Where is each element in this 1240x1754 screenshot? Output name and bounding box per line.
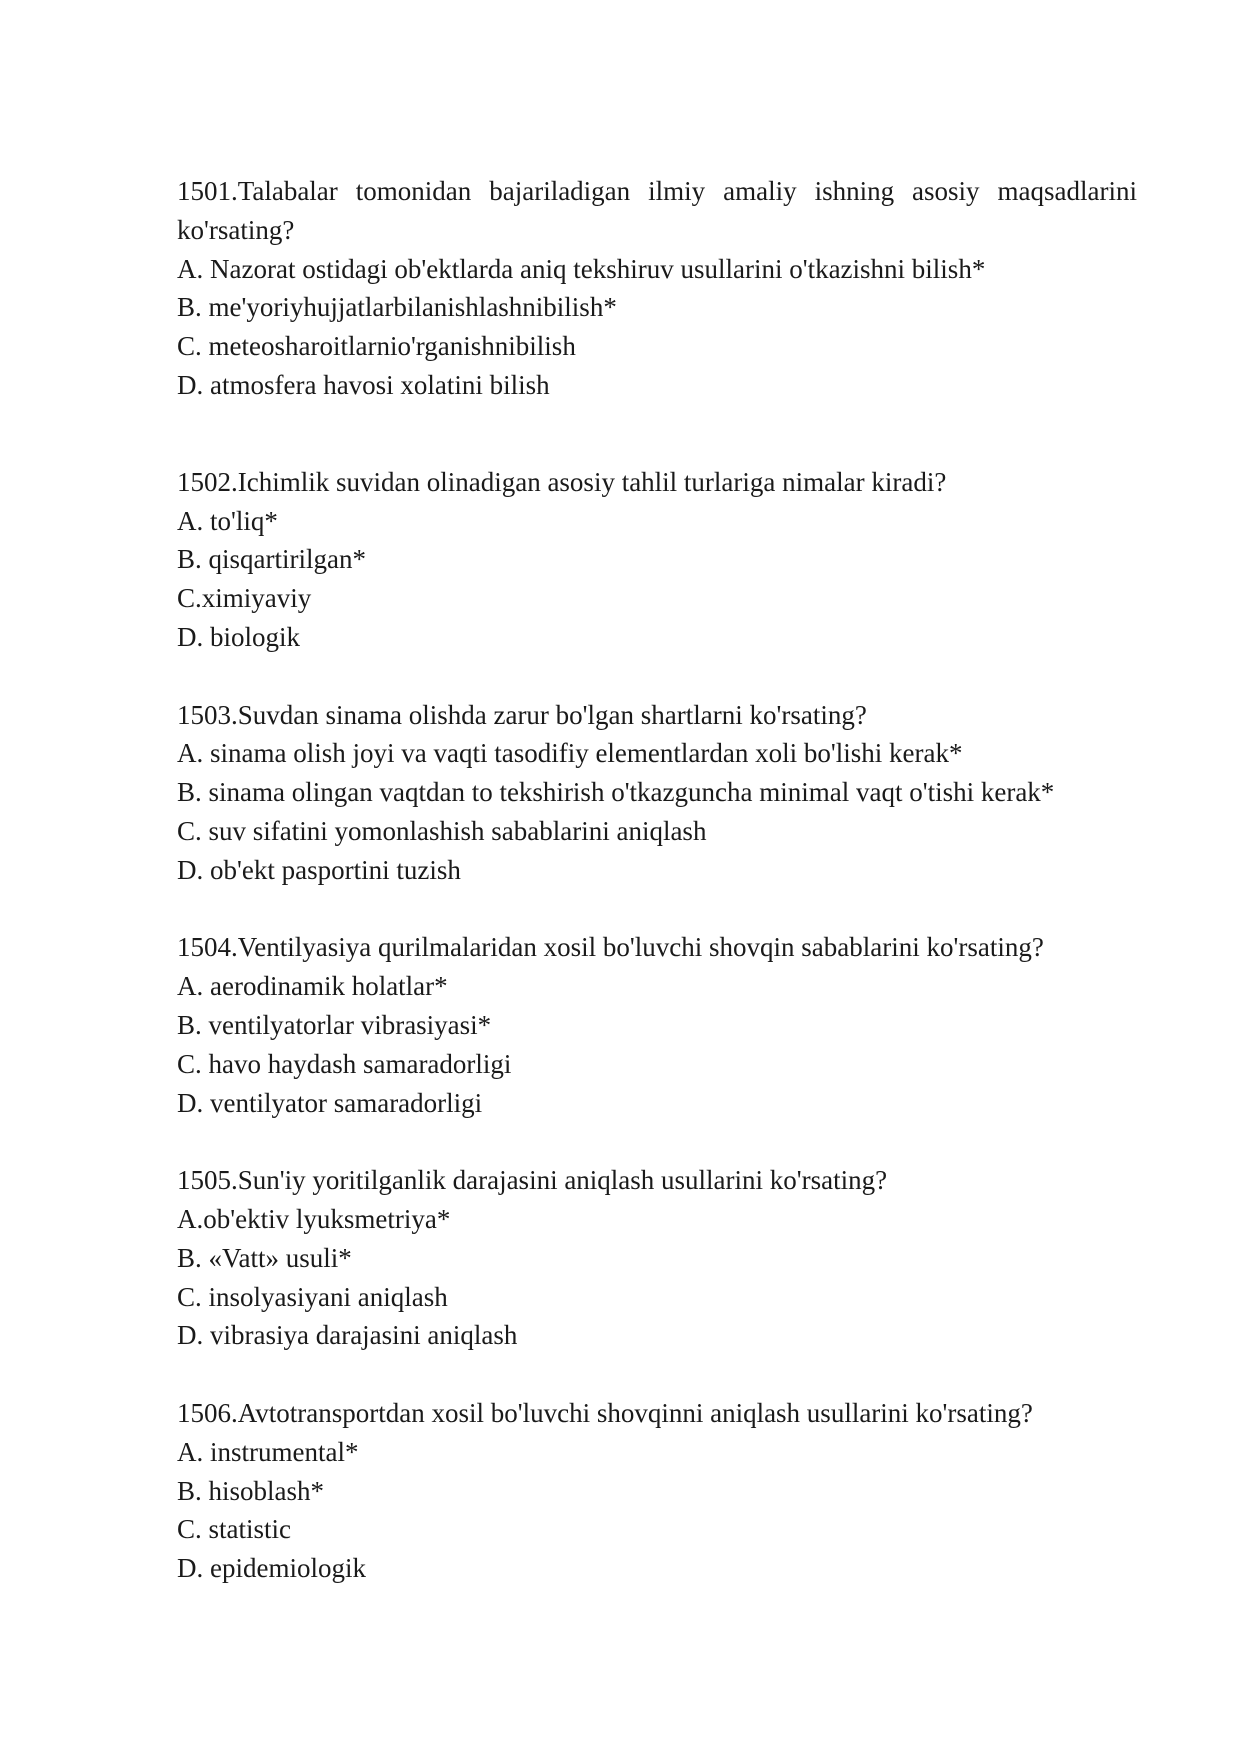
question-list	[177, 172, 1137, 1627]
answer-option-d: D. ventilyator samaradorligi	[177, 1087, 483, 1118]
question-1501	[177, 172, 1137, 405]
answer-option-c: C.ximiyaviy	[177, 583, 312, 614]
answer-option-a: A.ob'ektiv lyuksmetriya*	[177, 1203, 451, 1234]
answer-option-b: B. «Vatt» usuli*	[177, 1242, 352, 1273]
answer-option-b: B. sinama olingan vaqtdan to tekshirish o'tkazguncha minimal vaqt o'tishi kerak*	[177, 777, 1055, 808]
answer-option-b: B. me'yoriyhujjatlarbilanishlashnibilish*	[177, 292, 617, 323]
answer-option-d: D. ob'ekt pasportini tuzish	[177, 854, 461, 885]
question-text: 1506.Avtotransportdan xosil bo'luvchi shovqinni aniqlash usullarini ko'rsating?	[177, 1397, 1033, 1428]
answer-option-c: C. statistic	[177, 1514, 291, 1545]
answer-option-d: D. epidemiologik	[177, 1553, 366, 1584]
question-text: 1501.Talabalar tomonidan bajariladigan ilmiy amaliy ishning asosiy maqsadlarini ko'rsating?	[177, 176, 1137, 245]
answer-option-c: C. havo haydash samaradorligi	[177, 1048, 512, 1079]
answer-option-c: C. meteosharoitlarnio'rganishnibilish	[177, 331, 576, 362]
answer-option-b: B. qisqartirilgan*	[177, 544, 366, 575]
answer-option-a: A. instrumental*	[177, 1436, 359, 1467]
question-1502	[177, 463, 1137, 657]
question-1503	[177, 696, 1137, 890]
answer-option-a: A. Nazorat ostidagi ob'ektlarda aniq tekshiruv usullarini o'tkazishni bilish*	[177, 253, 986, 284]
answer-option-a: A. aerodinamik holatlar*	[177, 971, 448, 1002]
question-text: 1504.Ventilyasiya qurilmalaridan xosil bo'luvchi shovqin sabablarini ko'rsating?	[177, 932, 1044, 963]
question-text: 1503.Suvdan sinama olishda zarur bo'lgan shartlarni ko'rsating?	[177, 699, 867, 730]
answer-option-c: C. suv sifatini yomonlashish sabablarini aniqlash	[177, 815, 707, 846]
answer-option-b: B. ventilyatorlar vibrasiyasi*	[177, 1009, 492, 1040]
question-text: 1505.Sun'iy yoritilganlik darajasini aniqlash usullarini ko'rsating?	[177, 1165, 888, 1196]
answer-option-a: A. to'liq*	[177, 505, 278, 536]
question-text: 1502.Ichimlik suvidan olinadigan asosiy tahlil turlariga nimalar kiradi?	[177, 466, 947, 497]
question-1504	[177, 928, 1137, 1122]
question-1506	[177, 1394, 1137, 1588]
answer-option-d: D. biologik	[177, 621, 301, 652]
answer-option-d: D. atmosfera havosi xolatini bilish	[177, 369, 550, 400]
answer-option-c: C. insolyasiyani aniqlash	[177, 1281, 448, 1312]
answer-option-d: D. vibrasiya darajasini aniqlash	[177, 1320, 518, 1351]
question-1505	[177, 1161, 1137, 1355]
answer-option-b: B. hisoblash*	[177, 1475, 325, 1506]
answer-option-a: A. sinama olish joyi va vaqti tasodifiy elementlardan xoli bo'lishi kerak*	[177, 738, 963, 769]
